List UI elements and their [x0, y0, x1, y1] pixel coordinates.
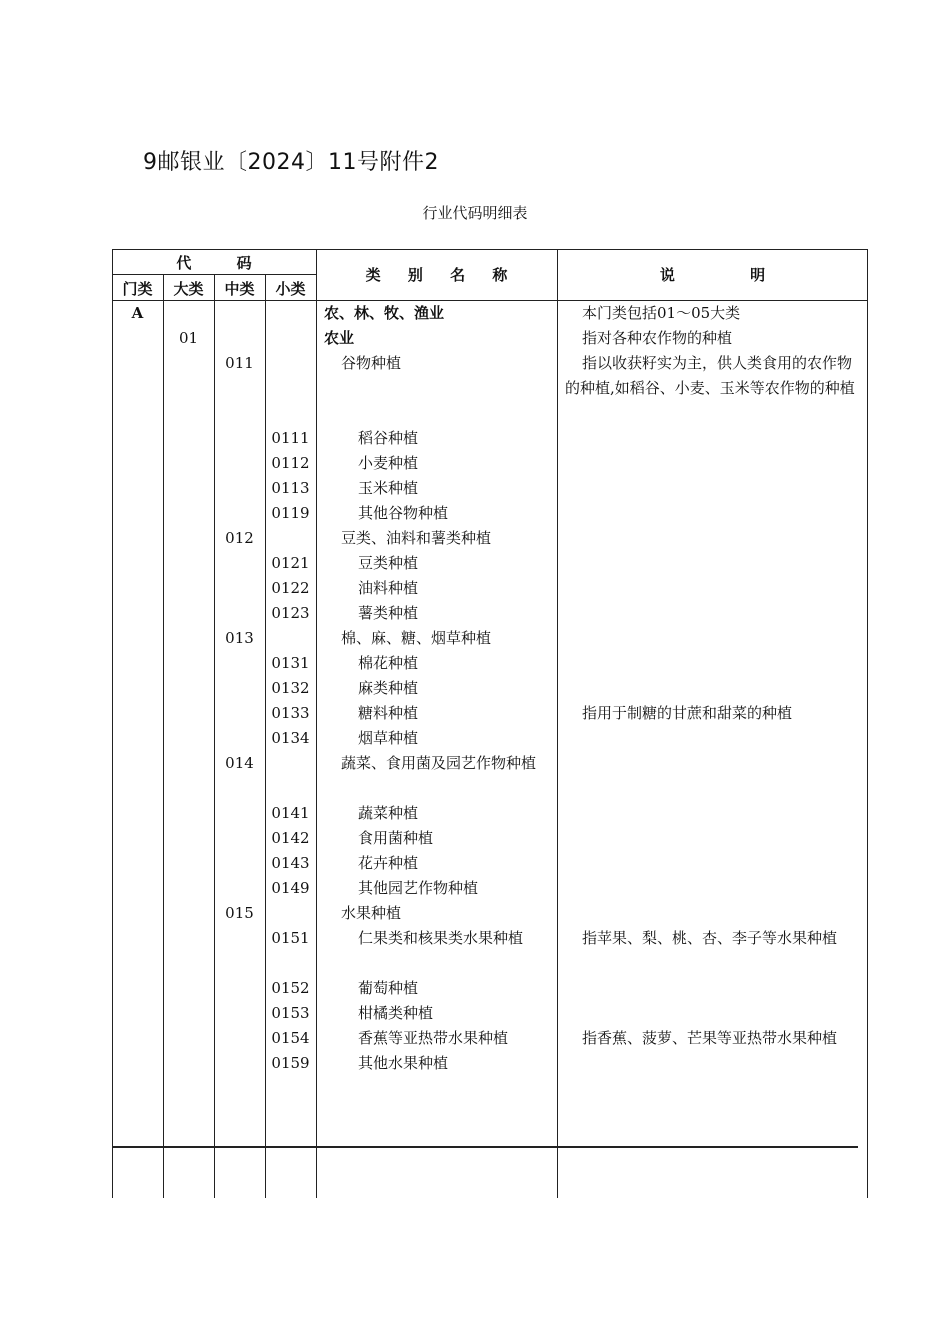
cell-desc: 指苹果、梨、桃、杏、李子等水果种植	[582, 929, 838, 947]
cell-name: 玉米种植	[358, 479, 419, 497]
cell-name: 蔬菜种植	[358, 804, 419, 822]
cell-name: 烟草种植	[358, 729, 419, 747]
cell-xiao: 0121	[271, 554, 310, 572]
cell-name: 水果种植	[341, 904, 402, 922]
table-row	[112, 601, 868, 626]
table-row	[112, 451, 868, 476]
table-row	[112, 526, 868, 551]
table-row	[112, 826, 868, 851]
table-row	[112, 801, 868, 826]
table-row	[112, 1026, 868, 1051]
cell-xiao: 0134	[271, 729, 310, 747]
cell-desc: 指以收获籽实为主，供人类食用的农作物的种植,如稻谷、小麦、玉米等农作物的种植	[565, 354, 855, 397]
table-row	[112, 351, 868, 426]
table-row	[112, 1001, 868, 1026]
table-row	[112, 651, 868, 676]
table-row	[112, 501, 868, 526]
industry-code-table	[112, 249, 868, 1198]
cell-name: 仁果类和核果类水果种植	[358, 929, 524, 947]
code-group-divider	[112, 274, 316, 275]
table-row	[112, 851, 868, 876]
header-men: 门类	[122, 280, 153, 298]
table-row	[112, 426, 868, 451]
cell-name: 蔬菜、食用菌及园艺作物种植	[341, 754, 537, 772]
cell-xiao: 0153	[271, 1004, 310, 1022]
table-row	[112, 326, 868, 351]
cell-zhong: 012	[225, 529, 254, 547]
header-zhong: 中类	[224, 280, 255, 298]
header-name: 类 别 名 称	[365, 266, 508, 284]
cell-zhong: 015	[225, 904, 254, 922]
table-row	[112, 876, 868, 901]
table-row	[112, 1051, 868, 1076]
page-break-line	[112, 1146, 858, 1148]
cell-men: A	[131, 304, 144, 322]
cell-xiao: 0119	[271, 504, 310, 522]
table-title: 行业代码明细表	[422, 204, 528, 222]
table-row	[112, 751, 868, 801]
table-row	[112, 976, 868, 1001]
header-da: 大类	[173, 280, 204, 298]
table-row	[112, 926, 868, 976]
cell-xiao: 0112	[271, 454, 310, 472]
cell-name: 油料种植	[358, 579, 419, 597]
cell-name: 食用菌种植	[358, 829, 434, 847]
cell-xiao: 0122	[271, 579, 310, 597]
table-row	[112, 301, 868, 326]
cell-xiao: 0111	[271, 429, 310, 447]
table-row	[112, 626, 868, 651]
table-row	[112, 726, 868, 751]
cell-desc: 指对各种农作物的种植	[582, 329, 733, 347]
cell-zhong: 011	[225, 354, 254, 372]
cell-xiao: 0143	[271, 854, 310, 872]
cell-name: 谷物种植	[341, 354, 402, 372]
cell-xiao: 0141	[271, 804, 310, 822]
cell-xiao: 0142	[271, 829, 310, 847]
cell-name: 其他园艺作物种植	[358, 879, 479, 897]
cell-xiao: 0113	[271, 479, 310, 497]
cell-name: 豆类、油料和薯类种植	[341, 529, 492, 547]
cell-xiao: 0149	[271, 879, 310, 897]
cell-name: 薯类种植	[358, 604, 419, 622]
header-code-group: 代 码	[176, 254, 252, 272]
cell-name: 棉花种植	[358, 654, 419, 672]
cell-name: 农业	[324, 329, 355, 347]
cell-zhong: 013	[225, 629, 254, 647]
cell-name: 花卉种植	[358, 854, 419, 872]
cell-name: 豆类种植	[358, 554, 419, 572]
cell-xiao: 0133	[271, 704, 310, 722]
cell-xiao: 0152	[271, 979, 310, 997]
table-row	[112, 701, 868, 726]
table-row	[112, 576, 868, 601]
cell-name: 香蕉等亚热带水果种植	[358, 1029, 509, 1047]
cell-xiao: 0154	[271, 1029, 310, 1047]
cell-name: 糖料种植	[358, 704, 419, 722]
cell-xiao: 0131	[271, 654, 310, 672]
table-row	[112, 551, 868, 576]
cell-da: 01	[178, 329, 199, 347]
cell-name: 柑橘类种植	[358, 1004, 434, 1022]
header-xiao: 小类	[275, 280, 306, 298]
cell-xiao: 0151	[271, 929, 310, 947]
cell-xiao: 0132	[271, 679, 310, 697]
cell-name: 农、林、牧、渔业	[324, 304, 445, 322]
cell-name: 其他谷物种植	[358, 504, 449, 522]
table-row	[112, 676, 868, 701]
document-title: 9邮银业〔2024〕11号附件2	[143, 150, 439, 175]
cell-desc: 指用于制糖的甘蔗和甜菜的种植	[582, 704, 793, 722]
cell-zhong: 014	[225, 754, 254, 772]
cell-name: 麻类种植	[358, 679, 419, 697]
cell-name: 其他水果种植	[358, 1054, 449, 1072]
table-row	[112, 476, 868, 501]
cell-name: 棉、麻、糖、烟草种植	[341, 629, 492, 647]
table-border-top	[112, 249, 868, 250]
cell-desc: 本门类包括01～05大类	[582, 304, 741, 322]
cell-name: 小麦种植	[358, 454, 419, 472]
cell-xiao: 0159	[271, 1054, 310, 1072]
header-desc: 说 明	[659, 266, 766, 284]
cell-name: 稻谷种植	[358, 429, 419, 447]
table-row	[112, 901, 868, 926]
cell-xiao: 0123	[271, 604, 310, 622]
cell-desc: 指香蕉、菠萝、芒果等亚热带水果种植	[582, 1029, 838, 1047]
cell-name: 葡萄种植	[358, 979, 419, 997]
